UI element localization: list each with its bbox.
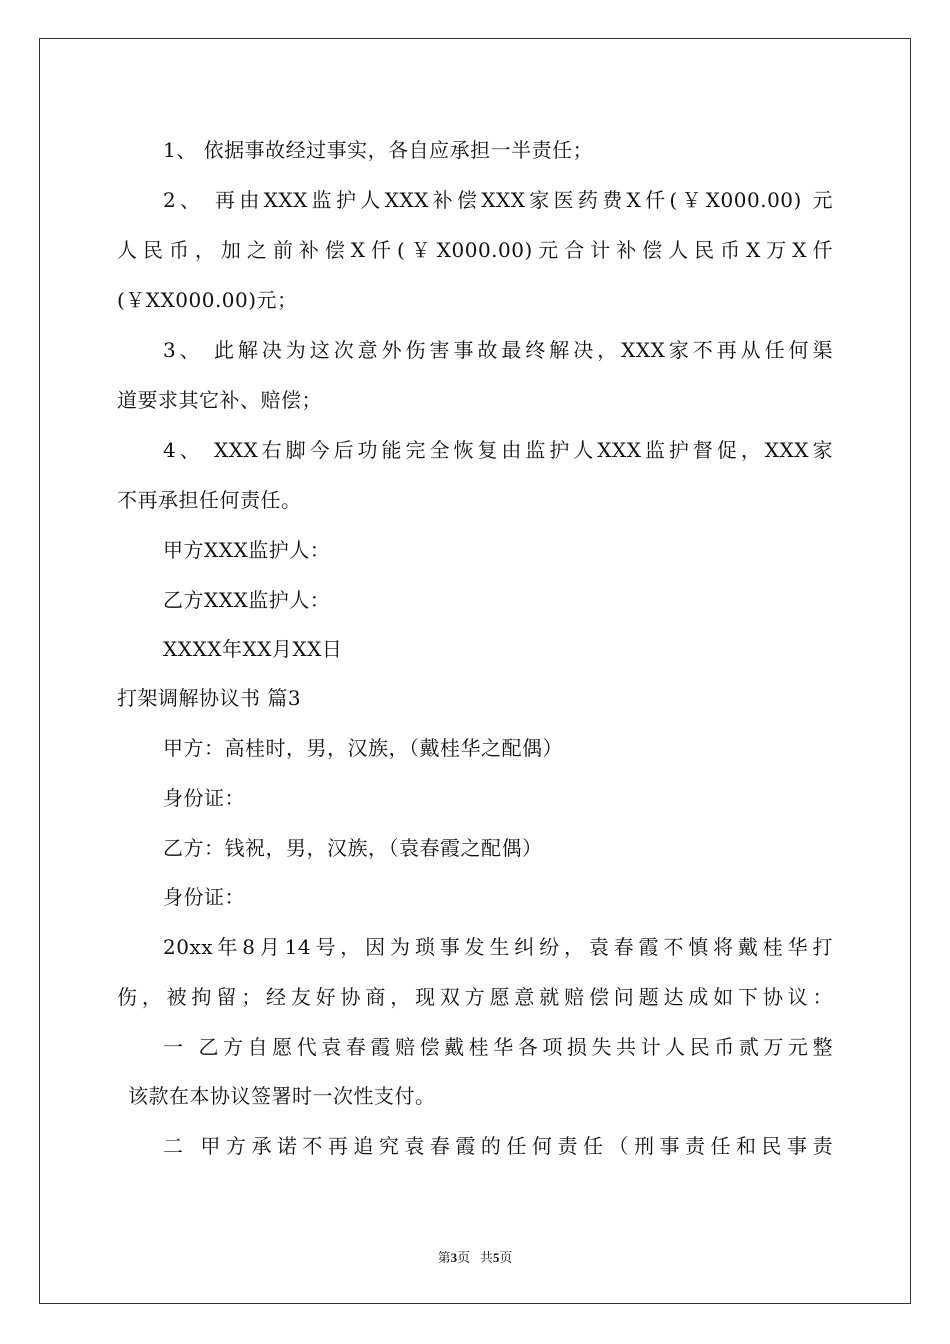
agreement-1-line-1: 一 乙方自愿代袁春霞赔偿戴桂华各项损失共计人民币贰万元整: [163, 1035, 833, 1059]
section-heading: 打架调解协议书 篇3: [117, 686, 302, 710]
clause-3-line-2: 道要求其它补、赔偿；: [117, 388, 322, 412]
signing-date: XXXX年XX月XX日: [163, 637, 343, 661]
footer-page-number: 3: [450, 1250, 458, 1265]
agreement-2-line-1: 二 甲方承诺不再追究袁春霞的任何责任（刑事责任和民事责: [163, 1134, 833, 1158]
page-footer: [0, 1250, 950, 1266]
party-a-info: 甲方：高桂时，男，汉族，（戴桂华之配偶）: [163, 736, 563, 760]
footer-total-prefix: 共: [479, 1250, 493, 1265]
party-a-guardian: 甲方XXX监护人：: [163, 538, 331, 562]
party-b-id: 身份证：: [163, 885, 245, 909]
party-b-guardian: 乙方XXX监护人：: [163, 588, 331, 612]
agreement-1-line-2: 该款在本协议签署时一次性支付。: [128, 1084, 436, 1108]
clause-2-line-3: (￥XX000.00)元；: [117, 288, 298, 312]
clause-4-line-2: 不再承担任何责任。: [117, 488, 302, 512]
party-a-id: 身份证：: [163, 786, 245, 810]
footer-page-suffix: 页: [457, 1250, 471, 1265]
footer-total-suffix: 页: [499, 1250, 513, 1265]
clause-2-line-1: 2、 再由XXX监护人XXX补偿XXX家医药费X仟(￥X000.00) 元: [163, 188, 833, 212]
party-b-info: 乙方：钱祝，男，汉族，（袁春霞之配偶）: [163, 836, 543, 860]
clause-2-line-2: 人民币，加之前补偿X仟(￥X000.00)元合计补偿人民币X万X仟: [117, 238, 833, 262]
incident-line-1: 20xx年8月14号，因为琐事发生纠纷，袁春霞不慎将戴桂华打: [163, 935, 833, 959]
clause-1: 1、 依据事故经过事实，各自应承担一半责任；: [163, 138, 594, 162]
clause-3-line-1: 3、 此解决为这次意外伤害事故最终解决，XXX家不再从任何渠: [163, 338, 833, 362]
footer-page-prefix: 第: [437, 1250, 451, 1265]
clause-4-line-1: 4、 XXX右脚今后功能完全恢复由监护人XXX监护督促，XXX家: [163, 438, 833, 462]
incident-line-2: 伤，被拘留；经友好协商，现双方愿意就赔偿问题达成如下协议：: [117, 985, 833, 1009]
footer-total-number: 5: [492, 1250, 500, 1265]
